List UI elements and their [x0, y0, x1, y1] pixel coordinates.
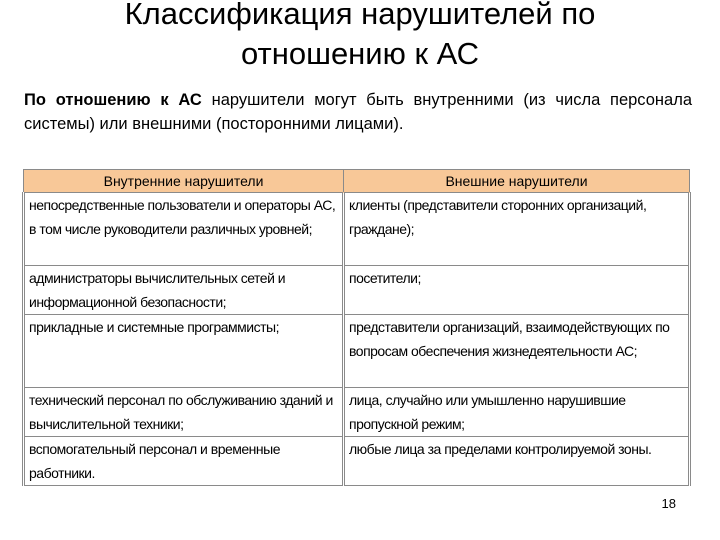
page-number: 18 [661, 496, 676, 511]
intro-paragraph [24, 88, 692, 136]
table-row [24, 437, 690, 486]
internal-cell: администраторы вычислительных сетей и информационной безопасности; [24, 266, 344, 315]
internal-cell: технический персонал по обслуживанию зданий и вычислительной техники; [24, 388, 344, 437]
table-row [24, 315, 690, 388]
intro-text: нарушители могут быть внутренними (из числа персонала системы) или внешними (посторонними лицами). [24, 91, 693, 133]
table-header-row [24, 170, 690, 193]
external-cell: посетители; [344, 266, 690, 315]
internal-cell: вспомогательный персонал и временные работники. [24, 437, 344, 486]
internal-cell: непосредственные пользователи и операторы АС, в том числе руководители различных уровней; [24, 193, 344, 266]
header-external-violators: Внешние нарушители [344, 170, 690, 193]
slide-title [0, 0, 720, 74]
table-row [24, 193, 690, 266]
external-cell: представители организаций, взаимодействующих по вопросам обеспечения жизнедеятельности АС; [344, 315, 690, 388]
intro-bold-lead: По отношению к АС [24, 91, 202, 109]
external-cell: клиенты (представители сторонних организаций, граждане); [344, 193, 690, 266]
internal-cell: прикладные и системные программисты; [24, 315, 344, 388]
violators-table [22, 169, 691, 486]
external-cell: лица, случайно или умышленно нарушившие пропускной режим; [344, 388, 690, 437]
header-internal-violators: Внутренние нарушители [24, 170, 344, 193]
slide-title-line-2: отношению к АС [240, 36, 480, 71]
external-cell: любые лица за пределами контролируемой зоны. [344, 437, 690, 486]
slide-title-line-1: Классификация нарушителей по [124, 0, 596, 31]
table-row [24, 266, 690, 315]
table-row [24, 388, 690, 437]
